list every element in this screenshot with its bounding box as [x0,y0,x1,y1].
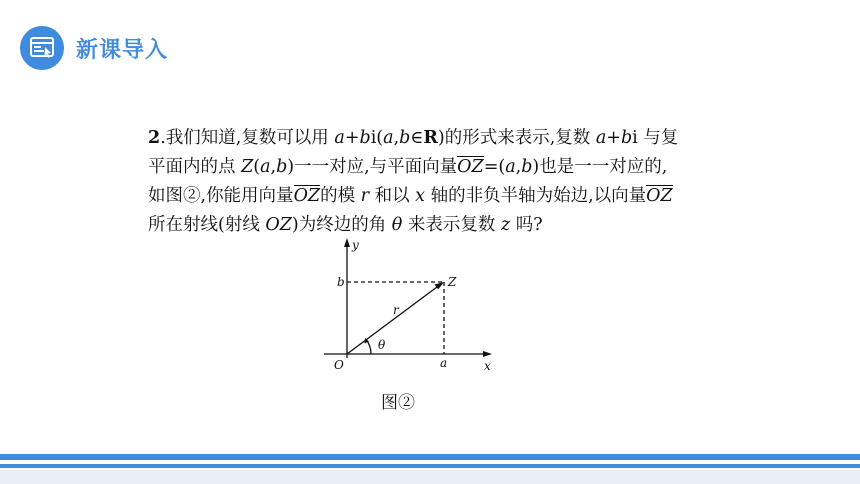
vector-oz-arrow [347,284,441,354]
question-number: 2 [148,128,161,148]
vector-figure [316,232,506,377]
question-line-2: 平面内的点 Z(a,b)一一对应,与平面向量OZ=(a,b)也是一一对应的, [148,157,668,177]
vector-oz: OZ [646,186,673,206]
x-axis-arrowhead [483,351,492,357]
footer-stripe-top [0,454,860,460]
vector-oz: OZ [457,157,484,177]
label-x: x [484,359,491,373]
page-title: 新课导入 [76,37,169,63]
label-r: r [393,303,399,317]
question-line-4: 所在射线(射线 OZ)为终边的角 θ 来表示复数 z 吗? [148,215,543,235]
label-theta: θ [378,338,386,352]
question-text [148,124,738,240]
question-line-3: 如图②,你能用向量OZ的模 r 和以 x 轴的非负半轴为始边,以向量OZ [148,186,673,206]
section-header [20,26,168,70]
label-origin: O [334,358,344,372]
figure-caption: 图② [381,393,415,413]
label-y: y [352,238,359,252]
footer-stripe-bottom [0,464,860,468]
footer-background [0,470,860,484]
label-a: a [440,356,448,370]
vector-oz: OZ [293,186,321,206]
question-line-1: 2.我们知道,复数可以用 a+bi(a,b∈R)的形式来表示,复数 a+bi 与复 [148,128,679,148]
label-z: Z [448,275,457,289]
y-axis-arrowhead [344,238,350,247]
label-b: b [337,275,345,289]
browser-window-icon [20,26,64,70]
